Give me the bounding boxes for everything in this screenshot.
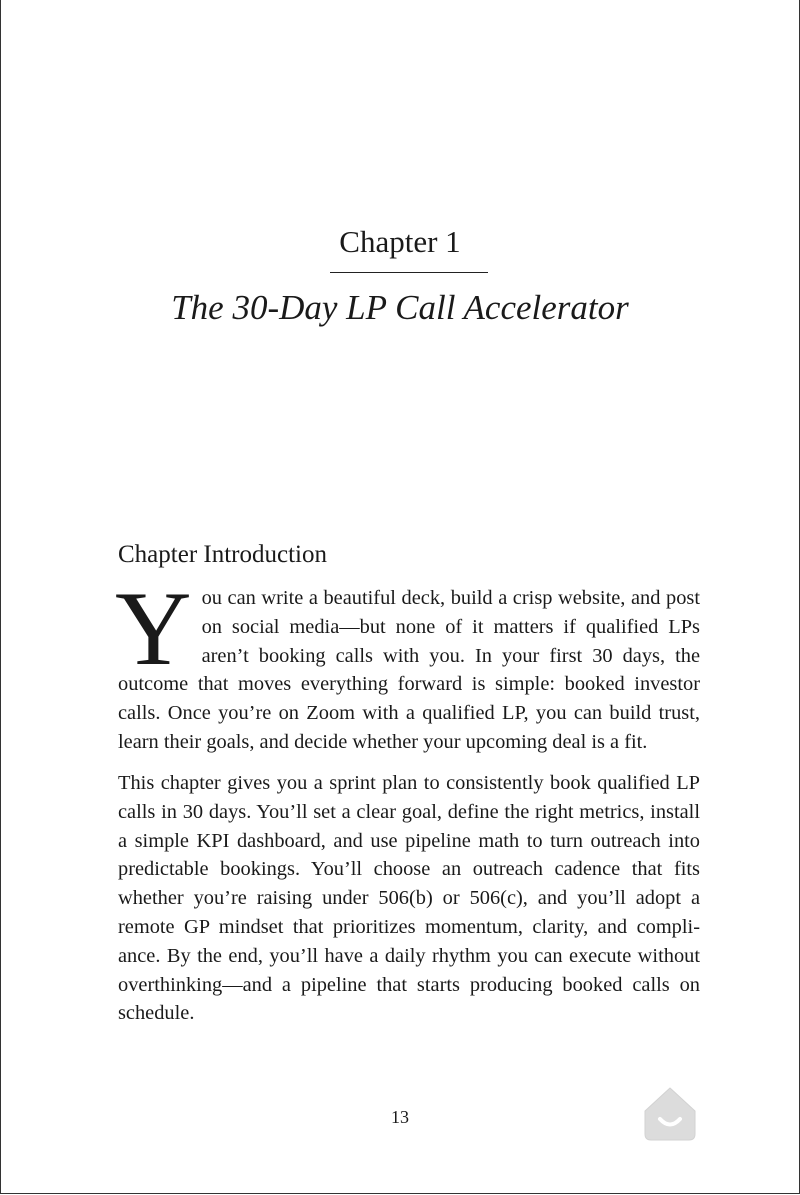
- intro-paragraph-text: ou can write a beautiful deck, build a crisp website, and post on social media—but none of it matters if qualified LPs aren’t booking calls with you. In your first 30 days, the outcome that moves everything forward is simple: booked investor calls. Once you’re on Zoom with a qualified LP, you can build trust, learn their goals, and decide whether your upcoming deal is a fit.: [118, 587, 700, 753]
- home-smile-icon[interactable]: [642, 1084, 698, 1142]
- page-number: 13: [391, 1107, 409, 1127]
- overview-paragraph: This chapter gives you a sprint plan to consistently book qualified LP calls in 30 days. You’ll set a clear goal, define the right metrics, install a simple KPI dashboard, and use pipeline math to turn outreach into predictable bookings. You’ll choose an outreach cadence that fits whether you’re raising under 506(b) or 506(c), and you’ll adopt a remote GP mindset that prioritizes momentum, clarity, and compliance. By the end, you’ll have a daily rhythm you can execute without overthinking—and a pipeline that starts producing booked calls on schedule.: [118, 772, 700, 1025]
- intro-paragraph: [115, 570, 700, 757]
- section-heading: Chapter Introduction: [118, 541, 327, 568]
- chapter-title: The 30-Day LP Call Accelerator: [171, 288, 629, 327]
- drop-cap: Y: [115, 570, 192, 687]
- chapter-divider: [330, 272, 488, 273]
- chapter-label: Chapter 1: [339, 224, 461, 259]
